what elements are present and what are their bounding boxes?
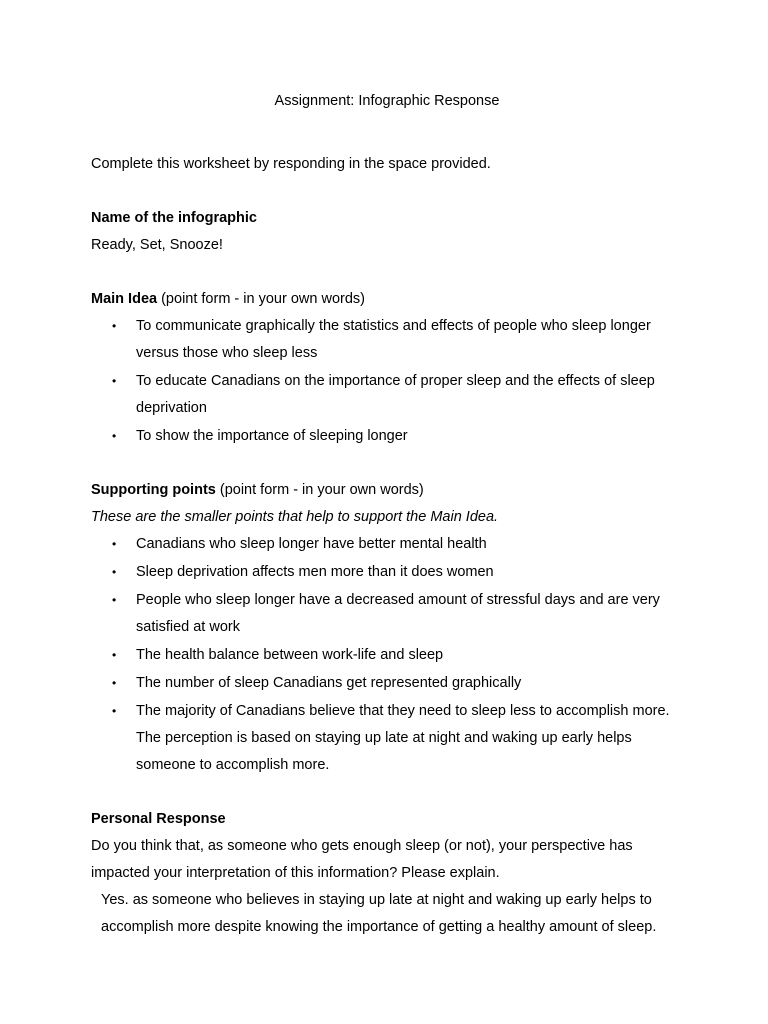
list-item [91,642,691,669]
list-item [91,531,691,558]
document-title: Assignment: Infographic Response [274,93,500,109]
list-item [91,670,691,697]
name-heading: Name of the infographic [91,210,257,226]
personal-response-heading: Personal Response [91,811,226,827]
bullet-icon: • [112,374,117,388]
bullet-icon: • [112,429,117,443]
list-item [91,423,691,450]
bullet-icon: • [112,648,117,662]
list-item-text: To show the importance of sleeping longer [136,428,408,444]
supporting-heading-line [91,477,691,504]
main-idea-section [91,286,691,450]
list-item [91,559,691,586]
main-idea-heading: Main Idea [91,291,158,307]
instructions-text: Complete this worksheet by responding in the space provided. [91,156,491,172]
list-item-text: Sleep deprivation affects men more than it does women [136,564,494,580]
bullet-icon: • [112,319,117,333]
list-item [91,313,691,367]
bullet-icon: • [112,676,117,690]
worksheet-page [91,88,691,941]
supporting-points-list [91,531,691,779]
bullet-icon: • [112,704,117,718]
bullet-icon: • [112,593,117,607]
list-item-text: To educate Canadians on the importance of proper sleep and the effects of sleep deprivation [136,373,655,416]
name-value: Ready, Set, Snooze! [91,237,223,253]
list-item [91,698,691,779]
supporting-subtitle: These are the smaller points that help to support the Main Idea. [91,509,499,525]
supporting-note: (point form - in your own words) [215,482,424,498]
personal-response-section [91,806,691,941]
list-item [91,587,691,641]
name-section [91,205,691,259]
main-idea-note: (point form - in your own words) [157,291,365,307]
list-item-text: To communicate graphically the statistics and effects of people who sleep longer versus those who sleep less [136,318,651,361]
main-idea-heading-line [91,286,691,313]
list-item-text: The health balance between work-life and sleep [136,647,444,663]
list-item [91,368,691,422]
supporting-points-section [91,477,691,779]
personal-response-answer: Yes. as someone who believes in staying up late at night and waking up early helps to accomplish more despite knowing the importance of getting a healthy amount of sleep. [101,892,657,935]
main-idea-list [91,313,691,450]
personal-response-question: Do you think that, as someone who gets enough sleep (or not), your perspective has impacted your interpretation of this information? Please explain. [91,838,633,881]
list-item-text: Canadians who sleep longer have better mental health [136,536,487,552]
bullet-icon: • [112,537,117,551]
list-item-text: People who sleep longer have a decreased amount of stressful days and are very satisfied at work [136,592,660,635]
bullet-icon: • [112,565,117,579]
list-item-text: The number of sleep Canadians get represented graphically [136,675,522,691]
supporting-heading: Supporting points [91,482,216,498]
list-item-text: The majority of Canadians believe that they need to sleep less to accomplish more. The perception is based on staying up late at night and waking up early helps someone to accomplish more. [136,703,670,773]
